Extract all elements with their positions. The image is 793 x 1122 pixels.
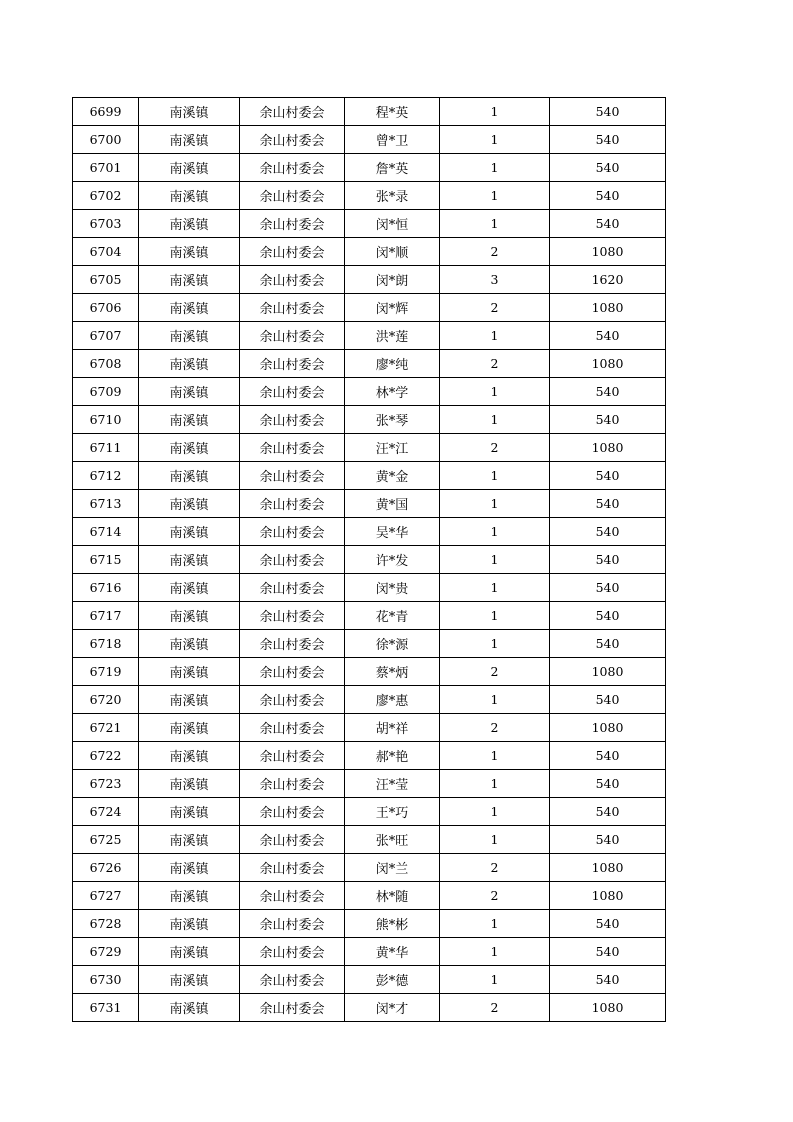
town-cell: 南溪镇 [139,238,240,266]
amount-cell: 540 [550,210,666,238]
amount-cell: 540 [550,154,666,182]
village-committee-cell: 余山村委会 [240,742,345,770]
amount-cell: 540 [550,518,666,546]
amount-cell: 540 [550,98,666,126]
name-cell: 廖*惠 [345,686,440,714]
village-committee-cell: 余山村委会 [240,406,345,434]
town-cell: 南溪镇 [139,826,240,854]
name-cell: 汪*江 [345,434,440,462]
table-row [73,798,666,826]
count-cell: 1 [440,210,550,238]
row-number-cell: 6709 [73,378,139,406]
count-cell: 1 [440,938,550,966]
town-cell: 南溪镇 [139,98,240,126]
table-row [73,518,666,546]
row-number-cell: 6716 [73,574,139,602]
village-committee-cell: 余山村委会 [240,154,345,182]
name-cell: 曾*卫 [345,126,440,154]
name-cell: 洪*莲 [345,322,440,350]
count-cell: 2 [440,882,550,910]
town-cell: 南溪镇 [139,630,240,658]
amount-cell: 1080 [550,434,666,462]
row-number-cell: 6712 [73,462,139,490]
table-row [73,266,666,294]
table-row [73,406,666,434]
table-row [73,770,666,798]
town-cell: 南溪镇 [139,658,240,686]
amount-cell: 540 [550,742,666,770]
row-number-cell: 6707 [73,322,139,350]
name-cell: 王*巧 [345,798,440,826]
table-row [73,210,666,238]
amount-cell: 1080 [550,882,666,910]
village-committee-cell: 余山村委会 [240,210,345,238]
row-number-cell: 6704 [73,238,139,266]
village-committee-cell: 余山村委会 [240,854,345,882]
row-number-cell: 6710 [73,406,139,434]
town-cell: 南溪镇 [139,462,240,490]
row-number-cell: 6717 [73,602,139,630]
table-row [73,826,666,854]
table-row [73,574,666,602]
amount-cell: 540 [550,322,666,350]
village-committee-cell: 余山村委会 [240,434,345,462]
name-cell: 吴*华 [345,518,440,546]
village-committee-cell: 余山村委会 [240,518,345,546]
row-number-cell: 6701 [73,154,139,182]
row-number-cell: 6720 [73,686,139,714]
table-row [73,938,666,966]
village-committee-cell: 余山村委会 [240,966,345,994]
name-cell: 胡*祥 [345,714,440,742]
name-cell: 闵*才 [345,994,440,1022]
town-cell: 南溪镇 [139,126,240,154]
count-cell: 1 [440,406,550,434]
town-cell: 南溪镇 [139,546,240,574]
row-number-cell: 6731 [73,994,139,1022]
amount-cell: 1080 [550,854,666,882]
village-committee-cell: 余山村委会 [240,714,345,742]
village-committee-cell: 余山村委会 [240,994,345,1022]
count-cell: 1 [440,490,550,518]
amount-cell: 540 [550,378,666,406]
village-committee-cell: 余山村委会 [240,658,345,686]
data-table [72,97,666,1022]
name-cell: 黄*华 [345,938,440,966]
count-cell: 2 [440,994,550,1022]
amount-cell: 1080 [550,994,666,1022]
amount-cell: 1080 [550,350,666,378]
row-number-cell: 6725 [73,826,139,854]
village-committee-cell: 余山村委会 [240,882,345,910]
town-cell: 南溪镇 [139,602,240,630]
count-cell: 1 [440,602,550,630]
table-row [73,182,666,210]
table-row [73,686,666,714]
amount-cell: 540 [550,770,666,798]
town-cell: 南溪镇 [139,322,240,350]
table-row [73,294,666,322]
name-cell: 程*英 [345,98,440,126]
row-number-cell: 6711 [73,434,139,462]
count-cell: 1 [440,630,550,658]
table-row [73,742,666,770]
row-number-cell: 6714 [73,518,139,546]
count-cell: 1 [440,770,550,798]
village-committee-cell: 余山村委会 [240,602,345,630]
count-cell: 1 [440,322,550,350]
count-cell: 1 [440,98,550,126]
row-number-cell: 6726 [73,854,139,882]
count-cell: 2 [440,714,550,742]
village-committee-cell: 余山村委会 [240,938,345,966]
row-number-cell: 6723 [73,770,139,798]
row-number-cell: 6728 [73,910,139,938]
count-cell: 1 [440,518,550,546]
row-number-cell: 6702 [73,182,139,210]
amount-cell: 1080 [550,658,666,686]
village-committee-cell: 余山村委会 [240,322,345,350]
village-committee-cell: 余山村委会 [240,686,345,714]
table-row [73,462,666,490]
name-cell: 熊*彬 [345,910,440,938]
row-number-cell: 6719 [73,658,139,686]
amount-cell: 540 [550,826,666,854]
town-cell: 南溪镇 [139,490,240,518]
table-row [73,350,666,378]
amount-cell: 540 [550,574,666,602]
village-committee-cell: 余山村委会 [240,98,345,126]
village-committee-cell: 余山村委会 [240,770,345,798]
count-cell: 2 [440,238,550,266]
count-cell: 1 [440,546,550,574]
amount-cell: 540 [550,686,666,714]
amount-cell: 1080 [550,238,666,266]
amount-cell: 1620 [550,266,666,294]
name-cell: 闵*贵 [345,574,440,602]
town-cell: 南溪镇 [139,966,240,994]
table-body [73,98,666,1022]
town-cell: 南溪镇 [139,154,240,182]
row-number-cell: 6705 [73,266,139,294]
village-committee-cell: 余山村委会 [240,126,345,154]
table-row [73,322,666,350]
row-number-cell: 6706 [73,294,139,322]
count-cell: 2 [440,658,550,686]
town-cell: 南溪镇 [139,574,240,602]
row-number-cell: 6730 [73,966,139,994]
village-committee-cell: 余山村委会 [240,462,345,490]
town-cell: 南溪镇 [139,770,240,798]
name-cell: 闵*兰 [345,854,440,882]
town-cell: 南溪镇 [139,406,240,434]
count-cell: 1 [440,182,550,210]
row-number-cell: 6721 [73,714,139,742]
town-cell: 南溪镇 [139,434,240,462]
row-number-cell: 6703 [73,210,139,238]
town-cell: 南溪镇 [139,182,240,210]
town-cell: 南溪镇 [139,854,240,882]
name-cell: 郝*艳 [345,742,440,770]
table-row [73,882,666,910]
amount-cell: 540 [550,630,666,658]
name-cell: 张*琴 [345,406,440,434]
amount-cell: 540 [550,798,666,826]
count-cell: 1 [440,742,550,770]
town-cell: 南溪镇 [139,910,240,938]
village-committee-cell: 余山村委会 [240,378,345,406]
amount-cell: 540 [550,910,666,938]
row-number-cell: 6715 [73,546,139,574]
name-cell: 徐*源 [345,630,440,658]
name-cell: 花*青 [345,602,440,630]
village-committee-cell: 余山村委会 [240,910,345,938]
table-row [73,126,666,154]
village-committee-cell: 余山村委会 [240,630,345,658]
village-committee-cell: 余山村委会 [240,238,345,266]
village-committee-cell: 余山村委会 [240,350,345,378]
amount-cell: 540 [550,602,666,630]
row-number-cell: 6713 [73,490,139,518]
name-cell: 许*发 [345,546,440,574]
village-committee-cell: 余山村委会 [240,574,345,602]
row-number-cell: 6724 [73,798,139,826]
count-cell: 1 [440,378,550,406]
table-row [73,546,666,574]
row-number-cell: 6699 [73,98,139,126]
name-cell: 闵*朗 [345,266,440,294]
count-cell: 1 [440,686,550,714]
village-committee-cell: 余山村委会 [240,546,345,574]
name-cell: 汪*莹 [345,770,440,798]
row-number-cell: 6722 [73,742,139,770]
village-committee-cell: 余山村委会 [240,294,345,322]
table-row [73,378,666,406]
name-cell: 闵*恒 [345,210,440,238]
town-cell: 南溪镇 [139,994,240,1022]
town-cell: 南溪镇 [139,378,240,406]
amount-cell: 540 [550,938,666,966]
row-number-cell: 6708 [73,350,139,378]
town-cell: 南溪镇 [139,350,240,378]
name-cell: 彭*德 [345,966,440,994]
row-number-cell: 6729 [73,938,139,966]
amount-cell: 540 [550,490,666,518]
amount-cell: 1080 [550,714,666,742]
table-row [73,714,666,742]
town-cell: 南溪镇 [139,938,240,966]
table-row [73,658,666,686]
town-cell: 南溪镇 [139,742,240,770]
table-row [73,994,666,1022]
row-number-cell: 6718 [73,630,139,658]
name-cell: 蔡*炳 [345,658,440,686]
count-cell: 1 [440,126,550,154]
count-cell: 1 [440,910,550,938]
amount-cell: 540 [550,126,666,154]
village-committee-cell: 余山村委会 [240,266,345,294]
table-row [73,154,666,182]
row-number-cell: 6727 [73,882,139,910]
amount-cell: 540 [550,546,666,574]
count-cell: 1 [440,826,550,854]
name-cell: 闵*辉 [345,294,440,322]
town-cell: 南溪镇 [139,686,240,714]
name-cell: 张*录 [345,182,440,210]
village-committee-cell: 余山村委会 [240,182,345,210]
name-cell: 黄*金 [345,462,440,490]
table-row [73,434,666,462]
name-cell: 廖*纯 [345,350,440,378]
town-cell: 南溪镇 [139,518,240,546]
table-row [73,602,666,630]
village-committee-cell: 余山村委会 [240,798,345,826]
name-cell: 詹*英 [345,154,440,182]
table-row [73,854,666,882]
count-cell: 2 [440,854,550,882]
table-row [73,98,666,126]
table-row [73,238,666,266]
count-cell: 3 [440,266,550,294]
amount-cell: 540 [550,966,666,994]
town-cell: 南溪镇 [139,882,240,910]
town-cell: 南溪镇 [139,294,240,322]
count-cell: 1 [440,574,550,602]
count-cell: 2 [440,434,550,462]
table-row [73,630,666,658]
count-cell: 1 [440,798,550,826]
amount-cell: 540 [550,182,666,210]
amount-cell: 1080 [550,294,666,322]
table-row [73,910,666,938]
town-cell: 南溪镇 [139,714,240,742]
name-cell: 张*旺 [345,826,440,854]
count-cell: 1 [440,462,550,490]
name-cell: 林*随 [345,882,440,910]
count-cell: 2 [440,350,550,378]
village-committee-cell: 余山村委会 [240,826,345,854]
town-cell: 南溪镇 [139,798,240,826]
count-cell: 1 [440,966,550,994]
table-row [73,490,666,518]
amount-cell: 540 [550,406,666,434]
town-cell: 南溪镇 [139,266,240,294]
name-cell: 黄*国 [345,490,440,518]
town-cell: 南溪镇 [139,210,240,238]
village-committee-cell: 余山村委会 [240,490,345,518]
name-cell: 闵*顺 [345,238,440,266]
amount-cell: 540 [550,462,666,490]
name-cell: 林*学 [345,378,440,406]
count-cell: 2 [440,294,550,322]
table-row [73,966,666,994]
count-cell: 1 [440,154,550,182]
row-number-cell: 6700 [73,126,139,154]
